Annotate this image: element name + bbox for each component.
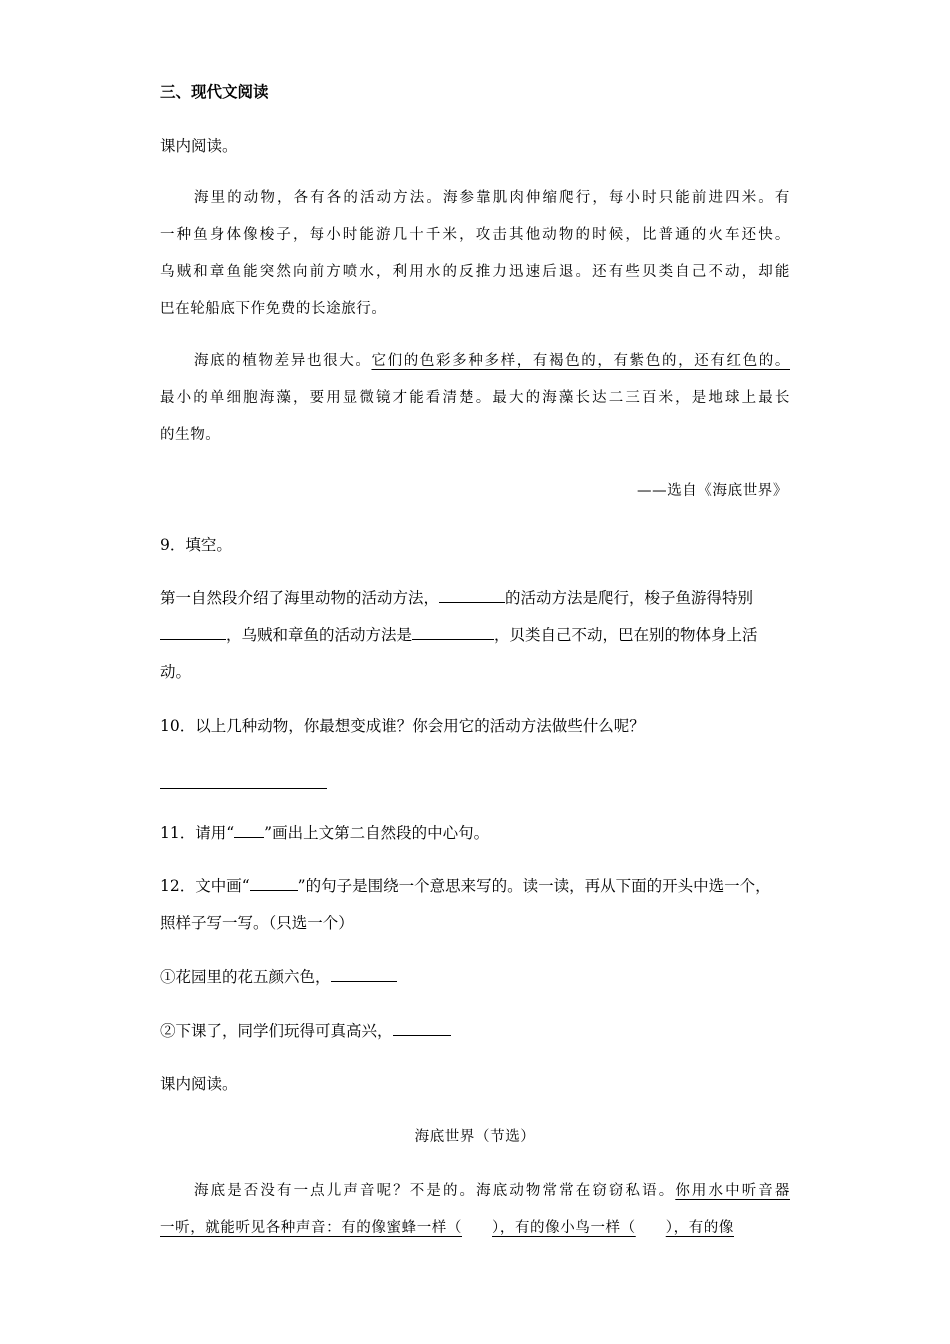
q9-blank-1[interactable] — [439, 588, 505, 603]
q11-underline-sample — [234, 823, 264, 838]
reading2-underlined-sentence — [160, 1220, 734, 1236]
p1-line-3: 乌贼和章鱼能突然向前方喷水，利用水的反推力迅速后退。还有些贝类自己不动，却能 — [160, 264, 790, 280]
p1-line-4: 巴在轮船底下作免费的长途旅行。 — [160, 301, 387, 317]
p1-line-1: 海里的动物，各有各的活动方法。海参靠肌肉伸缩爬行，每小时只能前进四米。有 — [194, 190, 790, 206]
q11-line — [160, 823, 489, 843]
q9-line-2-text-a: ，乌贼和章鱼的活动方法是 — [226, 626, 413, 644]
p2-line-3: 的生物。 — [160, 427, 221, 443]
q12-option-2 — [160, 1021, 451, 1041]
q9-line-1-text-b: 的活动方法是爬行，梭子鱼游得特别 — [505, 589, 754, 607]
source-citation: ——选自《海底世界》 — [637, 483, 788, 499]
reading1-label: 课内阅读。 — [160, 137, 238, 155]
section-title: 三、现代文阅读 — [160, 82, 269, 101]
p2-line-1 — [160, 351, 790, 371]
q12-underline-sample — [250, 876, 298, 891]
reading2-line-2-text-a: 一听，就能听见各种声音：有的像蜜蜂一样（ — [160, 1220, 462, 1236]
reading2-label: 课内阅读。 — [160, 1075, 238, 1093]
q9-blank-3[interactable] — [412, 625, 494, 640]
q9-line-1 — [160, 588, 753, 608]
q12-text-b: ”的句子是围绕一个意思来写的。读一读，再从下面的开头中选一个， — [297, 877, 771, 895]
reading2-line-1-start: 海底是否没有一点儿声音呢？不是的。海底动物常常在窃窃私语。 — [194, 1183, 676, 1199]
p2-line-2: 最小的单细胞海藻，要用显微镜才能看清楚。最大的海藻长达二三百米，是地球上最长 — [160, 390, 790, 406]
q11-text-b: ”画出上文第二自然段的中心句。 — [264, 824, 490, 842]
q12-option-1-blank[interactable] — [331, 967, 397, 982]
q9-blank-2[interactable] — [160, 625, 226, 640]
q12-option-2-text: ②下课了，同学们玩得可真高兴， — [160, 1022, 393, 1040]
q11-text-a: 11．请用“ — [160, 824, 235, 842]
q10-answer-line[interactable] — [160, 788, 327, 789]
q9-line-3: 动。 — [160, 663, 192, 681]
q12-text-a: 12．文中画“ — [160, 877, 250, 895]
q9-line-2 — [160, 625, 758, 645]
reading2-line-2-text-c: ），有的像 — [665, 1220, 734, 1236]
p2-line-1-start: 海底的植物差异也很大。 — [194, 353, 372, 369]
reading2-underlined-start: 你用水中听音器 — [675, 1183, 790, 1199]
p2-underlined-sentence: 它们的色彩多种多样，有褐色的，有紫色的，还有红色的。 — [371, 353, 790, 369]
q9-line-1-text-a: 第一自然段介绍了海里动物的活动方法， — [160, 589, 440, 607]
q12-option-2-blank[interactable] — [393, 1021, 451, 1036]
q12-line-2: 照样子写一写。（只选一个） — [160, 914, 354, 932]
reading2-title: 海底世界（节选） — [414, 1129, 536, 1145]
q12-option-1-text: ①花园里的花五颜六色， — [160, 968, 331, 986]
q12-line-1 — [160, 876, 771, 896]
reading2-line-2-text-b: ），有的像小鸟一样（ — [492, 1220, 636, 1236]
q10-title: 10．以上几种动物，你最想变成谁？你会用它的活动方法做些什么呢？ — [160, 717, 645, 735]
q12-option-1 — [160, 967, 397, 987]
reading2-line-2 — [160, 1218, 790, 1238]
reading2-line-1 — [160, 1181, 790, 1201]
q9-line-2-text-b: ，贝类自己不动，巴在别的物体身上活 — [494, 626, 758, 644]
q9-title: 9．填空。 — [160, 536, 232, 554]
p1-line-2: 一种鱼身体像梭子，每小时能游几十千米，攻击其他动物的时候，比普通的火车还快。 — [160, 227, 790, 243]
